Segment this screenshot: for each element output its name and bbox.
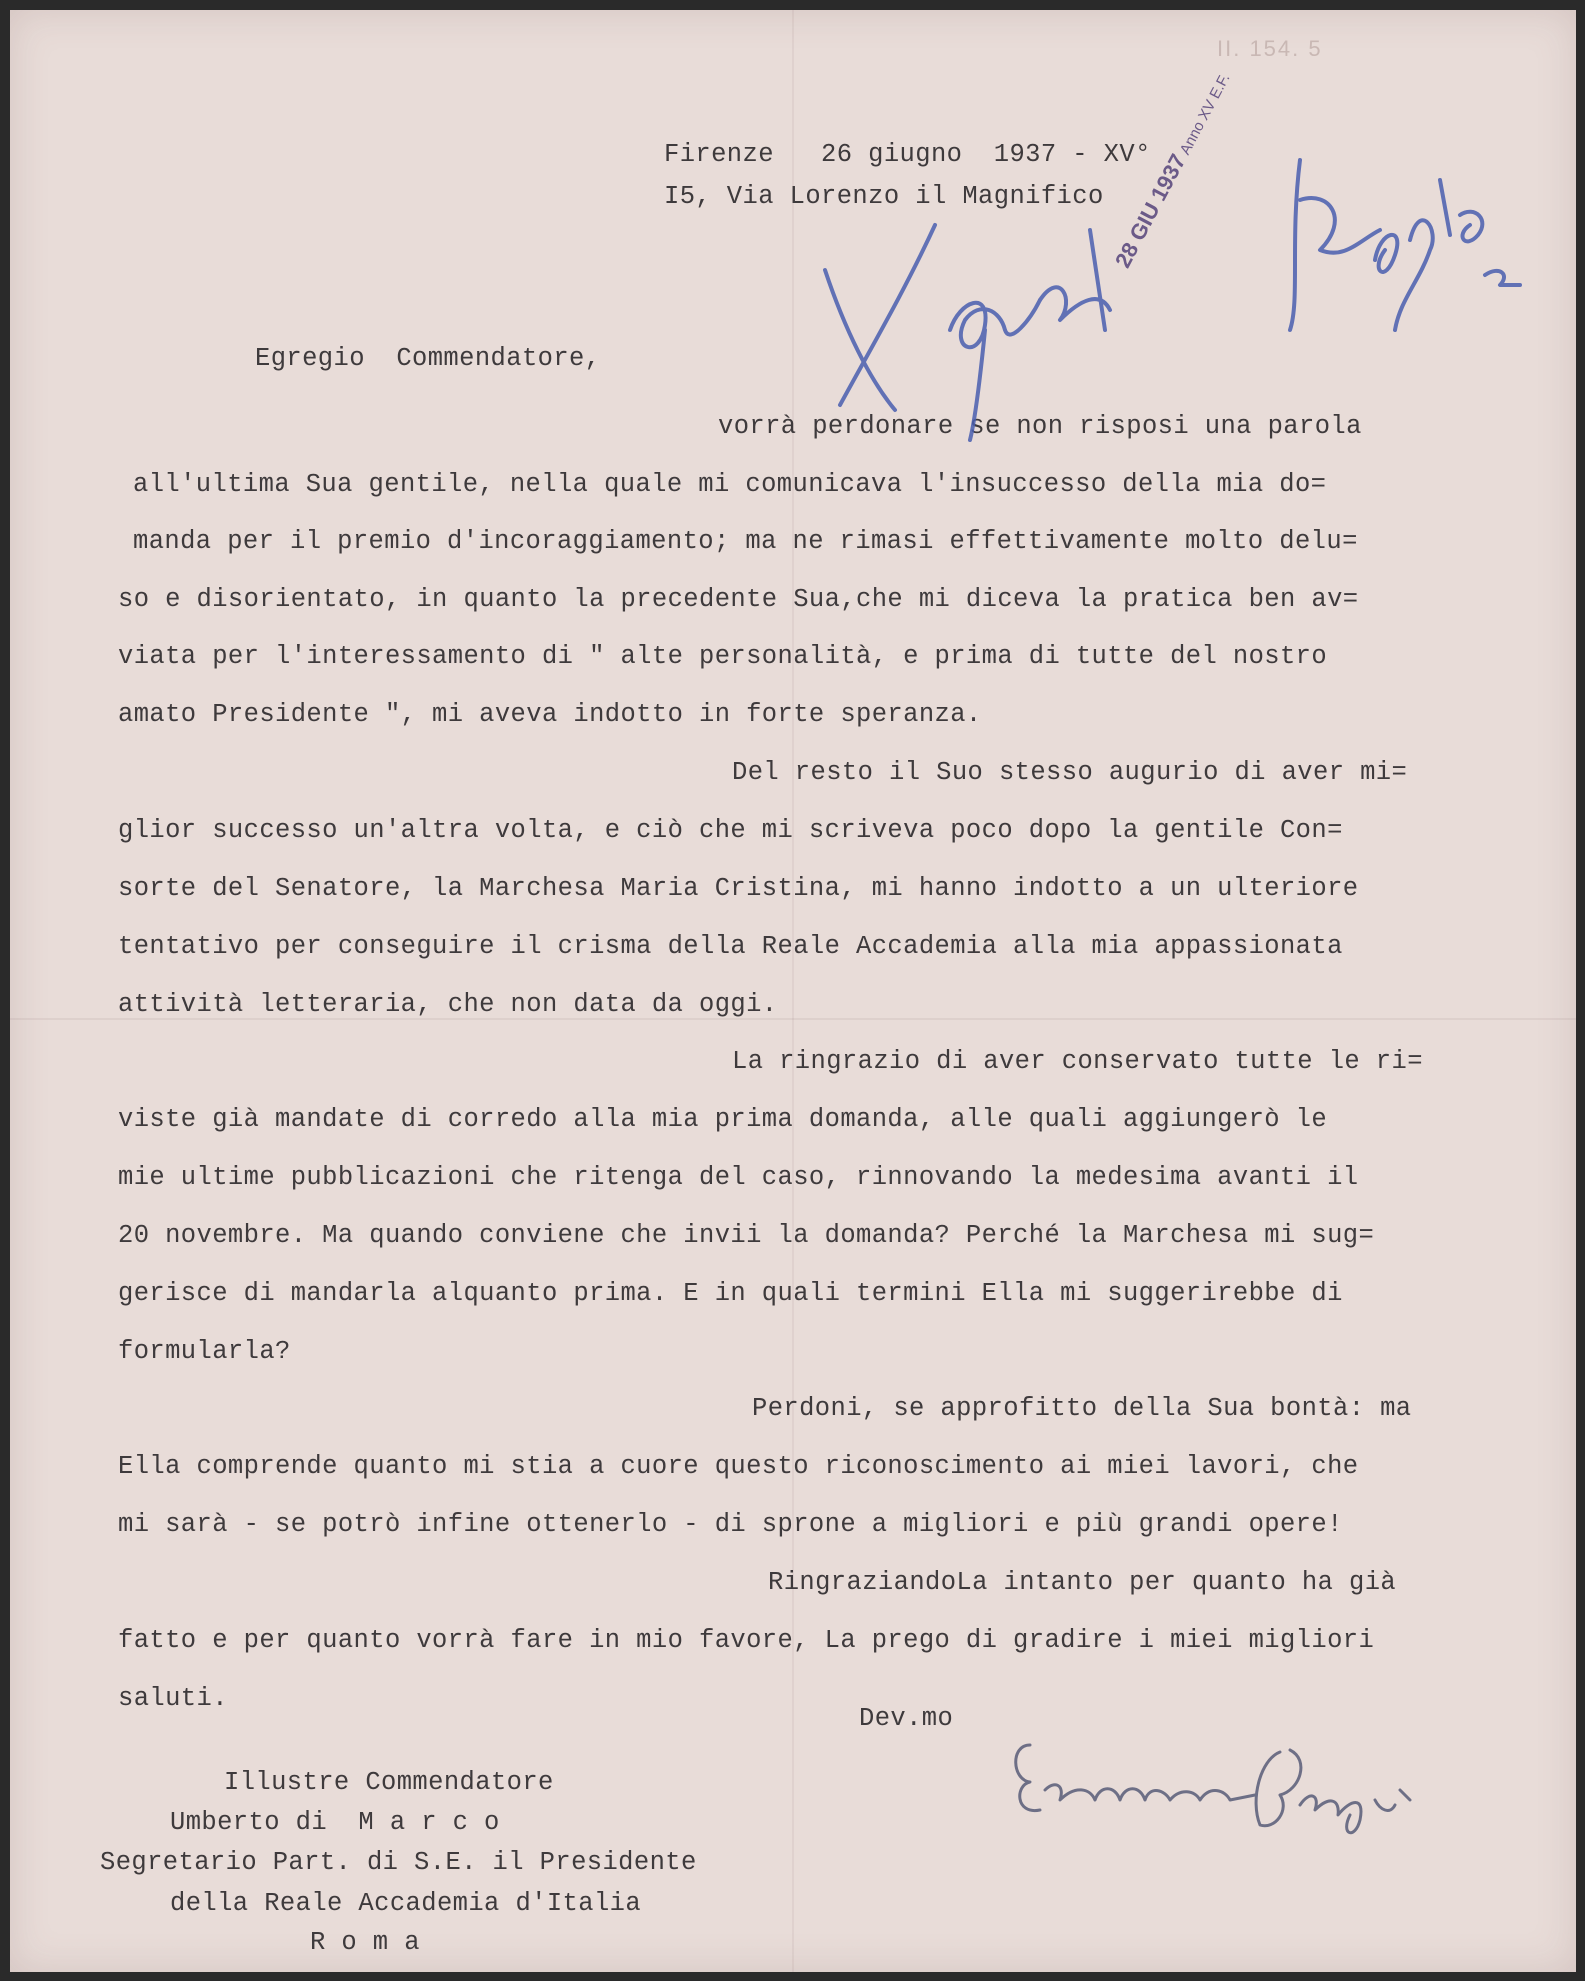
addressee-line: Umberto di M a r c o [170, 1808, 500, 1837]
body-line: so e disorientato, in quanto la precedente Sua,che mi diceva la pratica ben av= [118, 585, 1359, 614]
body-line: Del resto il Suo stesso augurio di aver mi= [732, 758, 1408, 787]
stamp-era: Anno XV E.F. [1176, 70, 1234, 158]
body-line: fatto e per quanto vorrà fare in mio favore, La prego di gradire i miei migliori [118, 1626, 1375, 1655]
body-line: amato Presidente ", mi aveva indotto in forte speranza. [118, 700, 982, 729]
body-line: mi sarà - se potrò infine ottenerlo - di sprone a migliori e più grandi opere! [118, 1510, 1343, 1539]
handwritten-note [825, 160, 1520, 440]
closing: Dev.mo [859, 1704, 954, 1733]
body-line: attività letteraria, che non data da oggi. [118, 990, 778, 1019]
addressee-line: R o m a [310, 1928, 420, 1957]
body-line: tentativo per conseguire il crisma della Reale Accademia alla mia appassionata [118, 932, 1343, 961]
body-line: formularla? [118, 1337, 291, 1366]
signature-image [1016, 1745, 1410, 1833]
body-line: Perdoni, se approfitto della Sua bontà: ma [752, 1394, 1412, 1423]
body-line: 20 novembre. Ma quando conviene che invii la domanda? Perché la Marchesa mi sug= [118, 1221, 1375, 1250]
body-line: sorte del Senatore, la Marchesa Maria Cristina, mi hanno indotto a un ulteriore [118, 874, 1359, 903]
header-address: I5, Via Lorenzo il Magnifico [664, 182, 1104, 211]
body-line: La ringrazio di aver conservato tutte le ri= [732, 1047, 1423, 1076]
body-line: mie ultime pubblicazioni che ritenga del caso, rinnovando la medesima avanti il [118, 1163, 1359, 1192]
addressee-line: della Reale Accademia d'Italia [170, 1889, 642, 1918]
archive-reference: II. 154. 5 [1217, 36, 1323, 61]
salutation: Egregio Commendatore, [255, 344, 601, 373]
stamp-date: 28 GIU 1937 [1110, 149, 1191, 272]
body-line: vorrà perdonare se non risposi una parola [718, 412, 1362, 441]
body-line: glior successo un'altra volta, e ciò che mi scriveva poco dopo la gentile Con= [118, 816, 1343, 845]
body-line: gerisce di mandarla alquanto prima. E in quali termini Ella mi suggerirebbe di [118, 1279, 1343, 1308]
addressee-line: Illustre Commendatore [224, 1768, 554, 1797]
body-line: all'ultima Sua gentile, nella quale mi comunicava l'insuccesso della mia do= [133, 470, 1327, 499]
body-line: viste già mandate di corredo alla mia prima domanda, alle quali aggiungerò le [118, 1105, 1328, 1134]
addressee-line: Segretario Part. di S.E. il Presidente [100, 1848, 697, 1877]
body-line: Ella comprende quanto mi stia a cuore questo riconoscimento ai miei lavori, che [118, 1452, 1359, 1481]
body-line: viata per l'interessamento di " alte personalità, e prima di tutte del nostro [118, 642, 1328, 671]
body-line: saluti. [118, 1684, 228, 1713]
body-line: manda per il premio d'incoraggiamento; ma ne rimasi effettivamente molto delu= [133, 527, 1358, 556]
header-date-line: Firenze 26 giugno 1937 - XV° [664, 140, 1151, 169]
body-line: RingraziandoLa intanto per quanto ha già [768, 1568, 1397, 1597]
